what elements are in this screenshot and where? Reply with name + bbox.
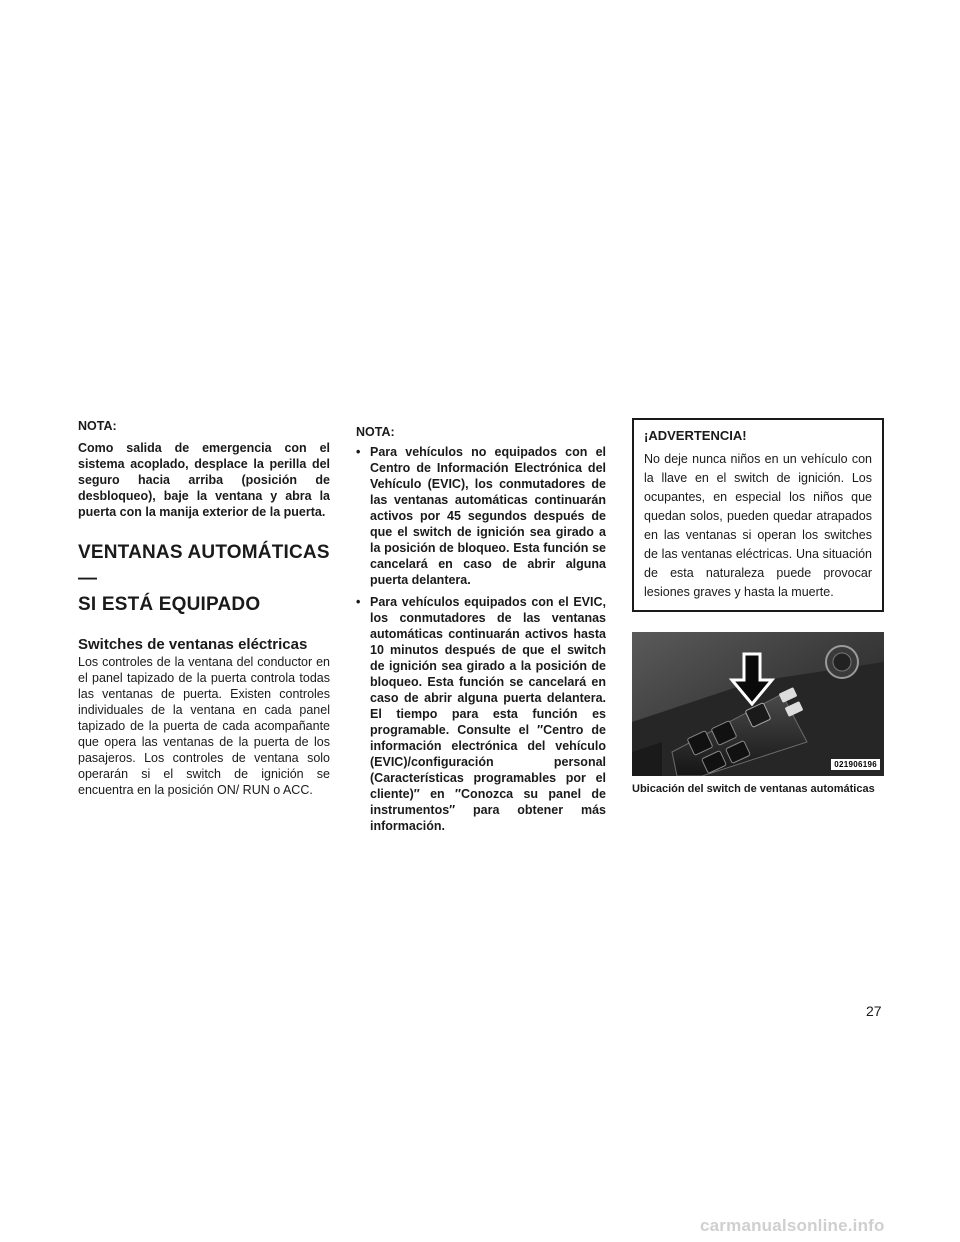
warning-text: No deje nunca niños en un vehículo con la llave en el switch de ignición. Los ocupantes, en especial los niños que quedan solos, pueden quedar atrapados en las ventanas si operan los switches de las ventanas eléctricas. Una situación de esta naturaleza puede provocar lesiones graves y hasta la muerte. [644, 452, 872, 599]
bullet-icon: • [356, 595, 361, 609]
list-item [356, 444, 606, 588]
right-column [632, 418, 884, 796]
middle-column [356, 418, 606, 840]
note-bullet-list [356, 444, 606, 834]
bullet-text: Para vehículos no equipados con el Centro de Información Electrónica del Vehículo (EVIC), los conmutadores de las ventanas automáticas continuarán activos por 45 segundos después de que el switch de ignición sea girado a la posición de bloqueo. Esta función se cancelará en caso de abrir alguna puerta delantera. [370, 445, 606, 587]
figure-code: 021906196 [831, 759, 880, 770]
subsection-title: Switches de ventanas eléctricas [78, 636, 308, 653]
left-column [78, 418, 330, 798]
section-title [78, 540, 330, 618]
bullet-icon: • [356, 445, 361, 459]
page-number: 27 [866, 1003, 882, 1019]
list-item [356, 594, 606, 834]
figure-caption: Ubicación del switch de ventanas automáticas [632, 783, 875, 795]
section-title-line2: SI ESTÁ EQUIPADO [78, 594, 261, 615]
section-title-line1: VENTANAS AUTOMÁTICAS — [78, 542, 330, 589]
door-panel-illustration [632, 632, 884, 776]
warning-box [632, 418, 884, 612]
watermark: carmanualsonline.info [700, 1216, 885, 1235]
window-switch-photo [632, 632, 884, 776]
body-paragraph: Los controles de la ventana del conductor en el panel tapizado de la puerta controla todas las ventanas de puerta. Existen controles individuales de la ventana en cada panel tapizado de la puerta de cada acompañante que opera las ventanas de la puerta de los pasajeros. Los controles de ventana solo operarán si el switch de ignición se encuentra en la posición ON/ RUN o ACC. [78, 655, 330, 797]
warning-title: ¡ADVERTENCIA! [644, 428, 747, 443]
note-text: Como salida de emergencia con el sistema acoplado, desplace la perilla del seguro hacia arriba (posición de desbloqueo), baje la ventana y abra la puerta con la manija exterior de la puerta. [78, 441, 330, 519]
note-label: NOTA: [356, 425, 395, 439]
bullet-text: Para vehículos equipados con el EVIC, los conmutadores de las ventanas automáticas continuarán activos hasta 10 minutos después de que el switch de ignición sea girado a la posición de bloqueo. Esta función se cancelará en caso de abrir alguna puerta delantera. El tiempo para esta función es programable. Consulte el ″Centro de información electrónica del vehículo (EVIC)/configuración personal (Características programables por el cliente)″ en ″Conozca su panel de instrumentos″ para obtener más información. [370, 595, 606, 833]
note-label: NOTA: [78, 419, 117, 433]
